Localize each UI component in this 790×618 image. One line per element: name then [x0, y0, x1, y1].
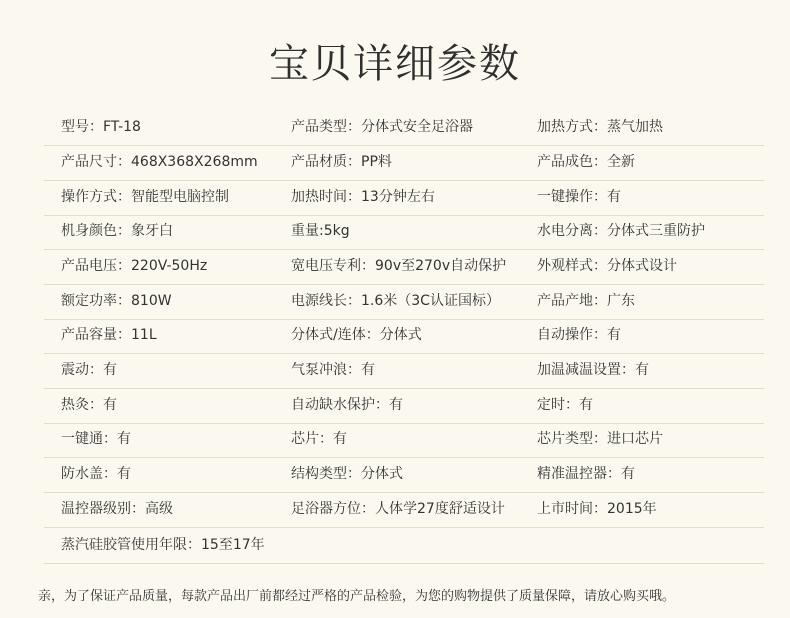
- spec-cell: 上市时间：2015年: [537, 501, 657, 517]
- spec-row: [44, 320, 764, 354]
- spec-row: [44, 494, 764, 528]
- spec-cell: 操作方式：智能型电脑控制: [61, 189, 229, 205]
- spec-cell: 气泵冲浪：有: [291, 362, 375, 378]
- spec-cell: 一键通：有: [61, 431, 131, 447]
- spec-cell: 自动缺水保护：有: [291, 397, 403, 413]
- spec-cell: 产品产地：广东: [537, 293, 635, 309]
- spec-cell: 型号：FT-18: [61, 119, 141, 135]
- row-divider: [44, 284, 764, 285]
- row-divider: [44, 492, 764, 493]
- spec-cell: 震动：有: [61, 362, 117, 378]
- spec-cell: 蒸汽硅胶管使用年限：15至17年: [61, 537, 265, 553]
- spec-row: [44, 251, 764, 285]
- spec-cell: 热灸：有: [61, 397, 117, 413]
- spec-cell: 温控器级别：高级: [61, 501, 173, 517]
- spec-row: [44, 286, 764, 320]
- spec-row: [44, 216, 764, 250]
- spec-row: [44, 530, 764, 564]
- spec-cell: 加温减温设置：有: [537, 362, 649, 378]
- spec-cell: 自动操作：有: [537, 327, 621, 343]
- spec-row: [44, 390, 764, 424]
- row-divider: [44, 353, 764, 354]
- spec-cell: 加热方式：蒸气加热: [537, 119, 663, 135]
- row-divider: [44, 388, 764, 389]
- spec-cell: 一键操作：有: [537, 189, 621, 205]
- spec-cell: 产品类型：分体式安全足浴器: [291, 119, 473, 135]
- spec-row: [44, 147, 764, 181]
- row-divider: [44, 527, 764, 528]
- spec-cell: 电源线长：1.6米（3C认证国标）: [291, 293, 500, 309]
- spec-cell: 芯片类型：进口芯片: [537, 431, 663, 447]
- spec-cell: 额定功率：810W: [61, 293, 172, 309]
- spec-cell: 产品尺寸：468X368X268mm: [61, 154, 258, 170]
- spec-cell: 产品电压：220V-50Hz: [61, 258, 208, 274]
- spec-cell: 足浴器方位：人体学27度舒适设计: [291, 501, 505, 517]
- spec-cell: 产品成色：全新: [537, 154, 635, 170]
- spec-row: [44, 355, 764, 389]
- spec-cell: 外观样式：分体式设计: [537, 258, 677, 274]
- spec-cell: 机身颜色：象牙白: [61, 223, 173, 239]
- row-divider: [44, 180, 764, 181]
- row-divider: [44, 249, 764, 250]
- spec-row: [44, 424, 764, 458]
- spec-cell: 定时：有: [537, 397, 593, 413]
- spec-cell: 芯片：有: [291, 431, 347, 447]
- spec-cell: 重量:5kg: [291, 223, 350, 239]
- spec-row: [44, 182, 764, 216]
- spec-cell: 水电分离：分体式三重防护: [537, 223, 705, 239]
- spec-cell: 产品容量：11L: [61, 327, 157, 343]
- footer-note: 亲，为了保证产品质量，每款产品出厂前都经过严格的产品检验，为您的购物提供了质量保障，请放心购买哦。: [38, 589, 676, 604]
- spec-cell: 宽电压专利：90v至270v自动保护: [291, 258, 507, 274]
- spec-row: [44, 459, 764, 493]
- spec-cell: 分体式/连体：分体式: [291, 327, 422, 343]
- spec-cell: 结构类型：分体式: [291, 466, 403, 482]
- row-divider: [44, 457, 764, 458]
- spec-cell: 加热时间：13分钟左右: [291, 189, 435, 205]
- page-title: 宝贝详细参数: [269, 41, 521, 87]
- spec-cell: 防水盖：有: [61, 466, 131, 482]
- spec-cell: 产品材质：PP料: [291, 154, 392, 170]
- spec-row: [44, 112, 764, 146]
- row-divider: [44, 145, 764, 146]
- spec-cell: 精准温控器：有: [537, 466, 635, 482]
- row-divider: [44, 563, 764, 564]
